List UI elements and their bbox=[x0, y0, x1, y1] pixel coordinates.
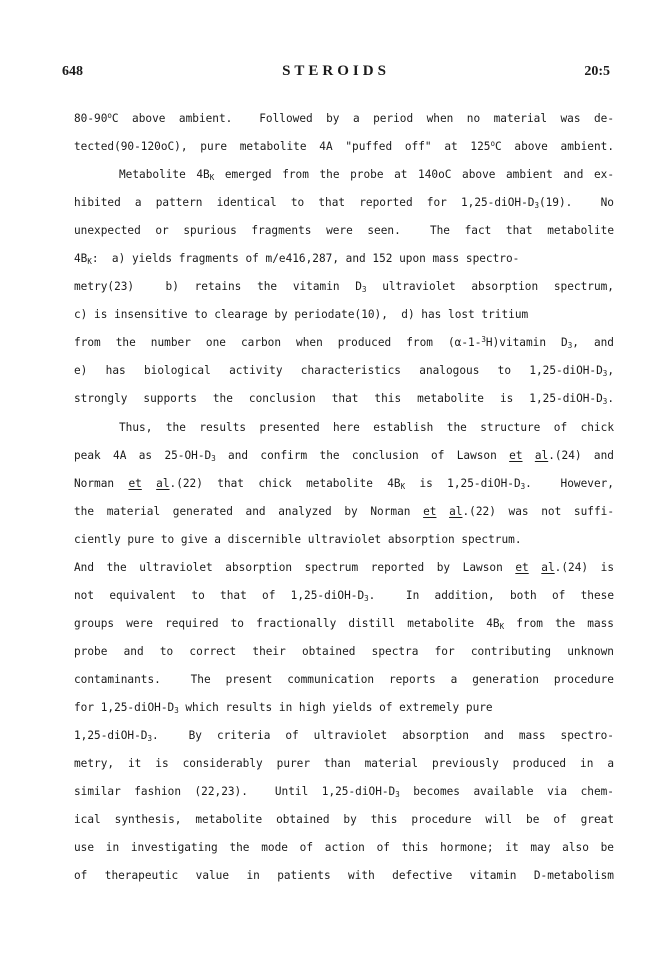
text-line: metry, it is considerably purer than material previously produced in a bbox=[74, 757, 614, 771]
text-line: for $1,25-diOH-D_3$ which results in high yields of extremely pure bbox=[74, 700, 493, 715]
page-number: 648 bbox=[62, 64, 83, 79]
running-header bbox=[62, 64, 610, 86]
text-line: tected(90-120oC), pure metabolite 4A "puffed off" at 125$^o$C above ambient. bbox=[74, 139, 614, 154]
text-line: ical synthesis, metabolite obtained by this procedure will be of great bbox=[74, 813, 614, 827]
text-line: Metabolite $4B_K$ emerged from the probe at 140oC above ambient and ex- bbox=[119, 168, 615, 183]
text-line: the material generated and analyzed by Norman et al.(22) was not suffi- bbox=[74, 504, 615, 518]
text-line: strongly supports the conclusion that this metabolite is $1,25-diOH-D_3$. bbox=[74, 392, 614, 407]
text-line: probe and to correct their obtained spectra for contributing unknown bbox=[74, 644, 614, 658]
text-line: peak 4A as $25-OH-D_3$ and confirm the conclusion of Lawson et al.(24) and bbox=[74, 448, 614, 463]
text-line: similar fashion (22,23). Until $1,25-diOH-D_3$ becomes available via chem- bbox=[74, 785, 614, 800]
text-line: hibited a pattern identical to that reported for $1,25-diOH-D_3(19)$. No bbox=[74, 196, 614, 211]
text-line: c) is insensitive to clearage by periodate(10), d) has lost tritium bbox=[74, 308, 529, 322]
text-line: contaminants. The present communication reports a generation procedure bbox=[74, 672, 614, 686]
text-line: not equivalent to that of $1,25-diOH-D_3$. In addition, both of these bbox=[74, 588, 614, 603]
text-line: groups were required to fractionally distill metabolite $4B_K$ from the mass bbox=[74, 616, 614, 631]
journal-title: STEROIDS bbox=[282, 63, 390, 79]
text-line: $4B_K$: a) yields fragments of m/e416,287, and 152 upon mass spectro- bbox=[74, 252, 520, 267]
text-line: unexpected or spurious fragments were seen. The fact that metabolite bbox=[74, 224, 614, 238]
body-text bbox=[74, 105, 614, 890]
text-line: $1,25-diOH-D_3$. By criteria of ultraviolet absorption and mass spectro- bbox=[74, 729, 614, 744]
text-line: Norman et al.(22) that chick metabolite $4B_K$ is $1,25-diOH-D_3$. However, bbox=[74, 476, 614, 491]
text-line: from the number one carbon when produced from (α-1-$^3$H)vitamin $D_3$, and bbox=[74, 335, 614, 351]
text-line: Thus, the results presented here establish the structure of chick bbox=[119, 420, 614, 434]
text-line: And the ultraviolet absorption spectrum reported by Lawson et al.(24) is bbox=[74, 560, 614, 574]
text-line: metry(23) b) retains the vitamin $D_3$ ultraviolet absorption spectrum, bbox=[74, 280, 614, 295]
text-line: of therapeutic value in patients with defective vitamin D-metabolism bbox=[74, 869, 614, 883]
text-line: 80-90$^o$C above ambient. Followed by a period when no material was de- bbox=[74, 111, 614, 125]
text-line: use in investigating the mode of action of this hormone; it may also be bbox=[74, 841, 614, 855]
issue-number: 20:5 bbox=[584, 64, 610, 79]
text-line: e) has biological activity characteristics analogous to $1,25-diOH-D_3$, bbox=[74, 364, 614, 379]
text-line: ciently pure to give a discernible ultraviolet absorption spectrum. bbox=[74, 532, 522, 546]
